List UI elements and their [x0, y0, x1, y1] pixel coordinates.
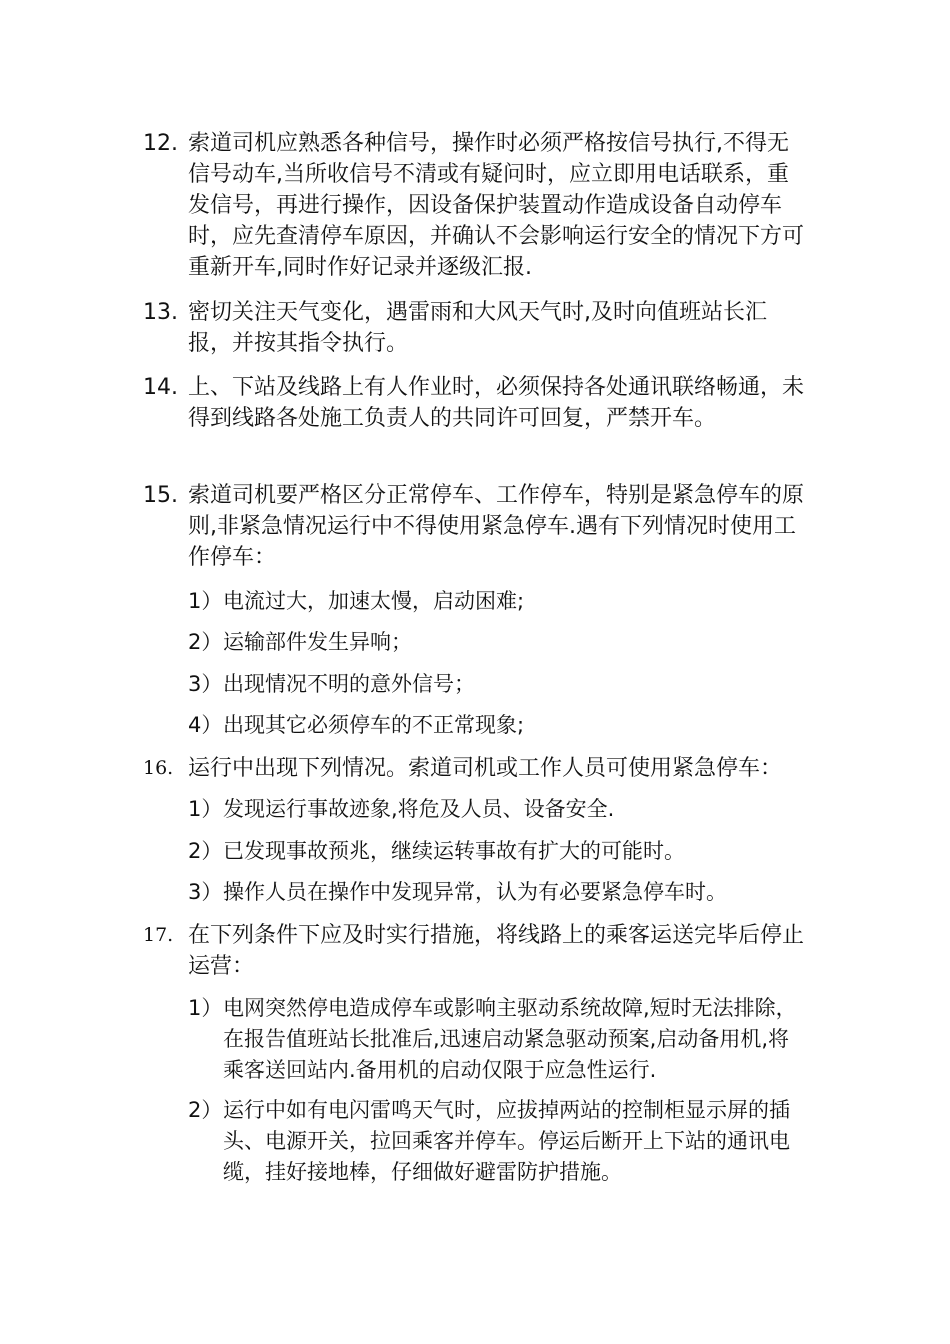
sub-item-text: 电流过大，加速太慢，启动困难; — [223, 589, 525, 613]
item-text: 上、下站及线路上有人作业时，必须保持各处通讯联络畅通，未得到线路各处施工负责人的共同许可回复，严禁开车。 — [188, 375, 805, 431]
sub-item-text: 发现运行事故迹象,将危及人员、设备安全. — [223, 797, 615, 821]
item-number: 17. — [143, 924, 174, 946]
sub-item-number: 2） — [188, 839, 223, 863]
sub-item-text: 运输部件发生异响； — [223, 630, 412, 654]
item-text: 索道司机应熟悉各种信号，操作时必须严格按信号执行,不得无信号动车,当所收信号不清或有疑问时，应立即用电话联系，重发信号，再进行操作，因设备保护装置动作造成设备自动停车时，应先查清停车原因，并确认不会影响运行安全的情况下方可重新开车,同时作好记录并逐级汇报. — [188, 131, 805, 280]
item-text: 运行中出现下列情况。索道司机或工作人员可使用紧急停车： — [188, 756, 783, 781]
item-number: 16. — [143, 757, 174, 779]
item-number: 13. — [143, 300, 178, 325]
item-number: 12. — [143, 131, 178, 156]
sub-item-number: 2） — [188, 630, 223, 654]
sub-item-number: 2） — [188, 1098, 223, 1122]
item-number: 14. — [143, 375, 178, 400]
sub-item-number: 1） — [188, 589, 223, 613]
sub-item-number: 3） — [188, 880, 223, 904]
item-text: 索道司机要严格区分正常停车、工作停车，特别是紧急停车的原则,非紧急情况运行中不得使用紧急停车.遇有下列情况时使用工作停车： — [188, 483, 805, 570]
sub-item-number: 4） — [188, 713, 223, 737]
item-text: 在下列条件下应及时实行措施，将线路上的乘客运送完毕后停止运营： — [188, 923, 805, 979]
sub-item-text: 操作人员在操作中发现异常，认为有必要紧急停车时。 — [223, 880, 727, 904]
sub-item-text: 电网突然停电造成停车或影响主驱动系统故障,短时无法排除，在报告值班站长批准后,迅速启动紧急驱动预案,启动备用机,将乘客送回站内.备用机的启动仅限于应急性运行. — [223, 996, 797, 1082]
sub-item-number: 3） — [188, 672, 223, 696]
sub-item-text: 运行中如有电闪雷鸣天气时，应拔掉两站的控制柜显示屏的插头、电源开关，拉回乘客并停车。停运后断开上下站的通讯电缆，挂好接地棒，仔细做好避雷防护措施。 — [223, 1098, 790, 1184]
sub-item-text: 出现其它必须停车的不正常现象; — [223, 713, 525, 737]
sub-item-number: 1） — [188, 797, 223, 821]
item-text: 密切关注天气变化，遇雷雨和大风天气时,及时向值班站长汇报，并按其指令执行。 — [188, 300, 767, 356]
sub-item-text: 已发现事故预兆，继续运转事故有扩大的可能时。 — [223, 839, 685, 863]
sub-item-number: 1） — [188, 996, 223, 1020]
item-number: 15. — [143, 483, 178, 508]
sub-item-text: 出现情况不明的意外信号； — [223, 672, 475, 696]
